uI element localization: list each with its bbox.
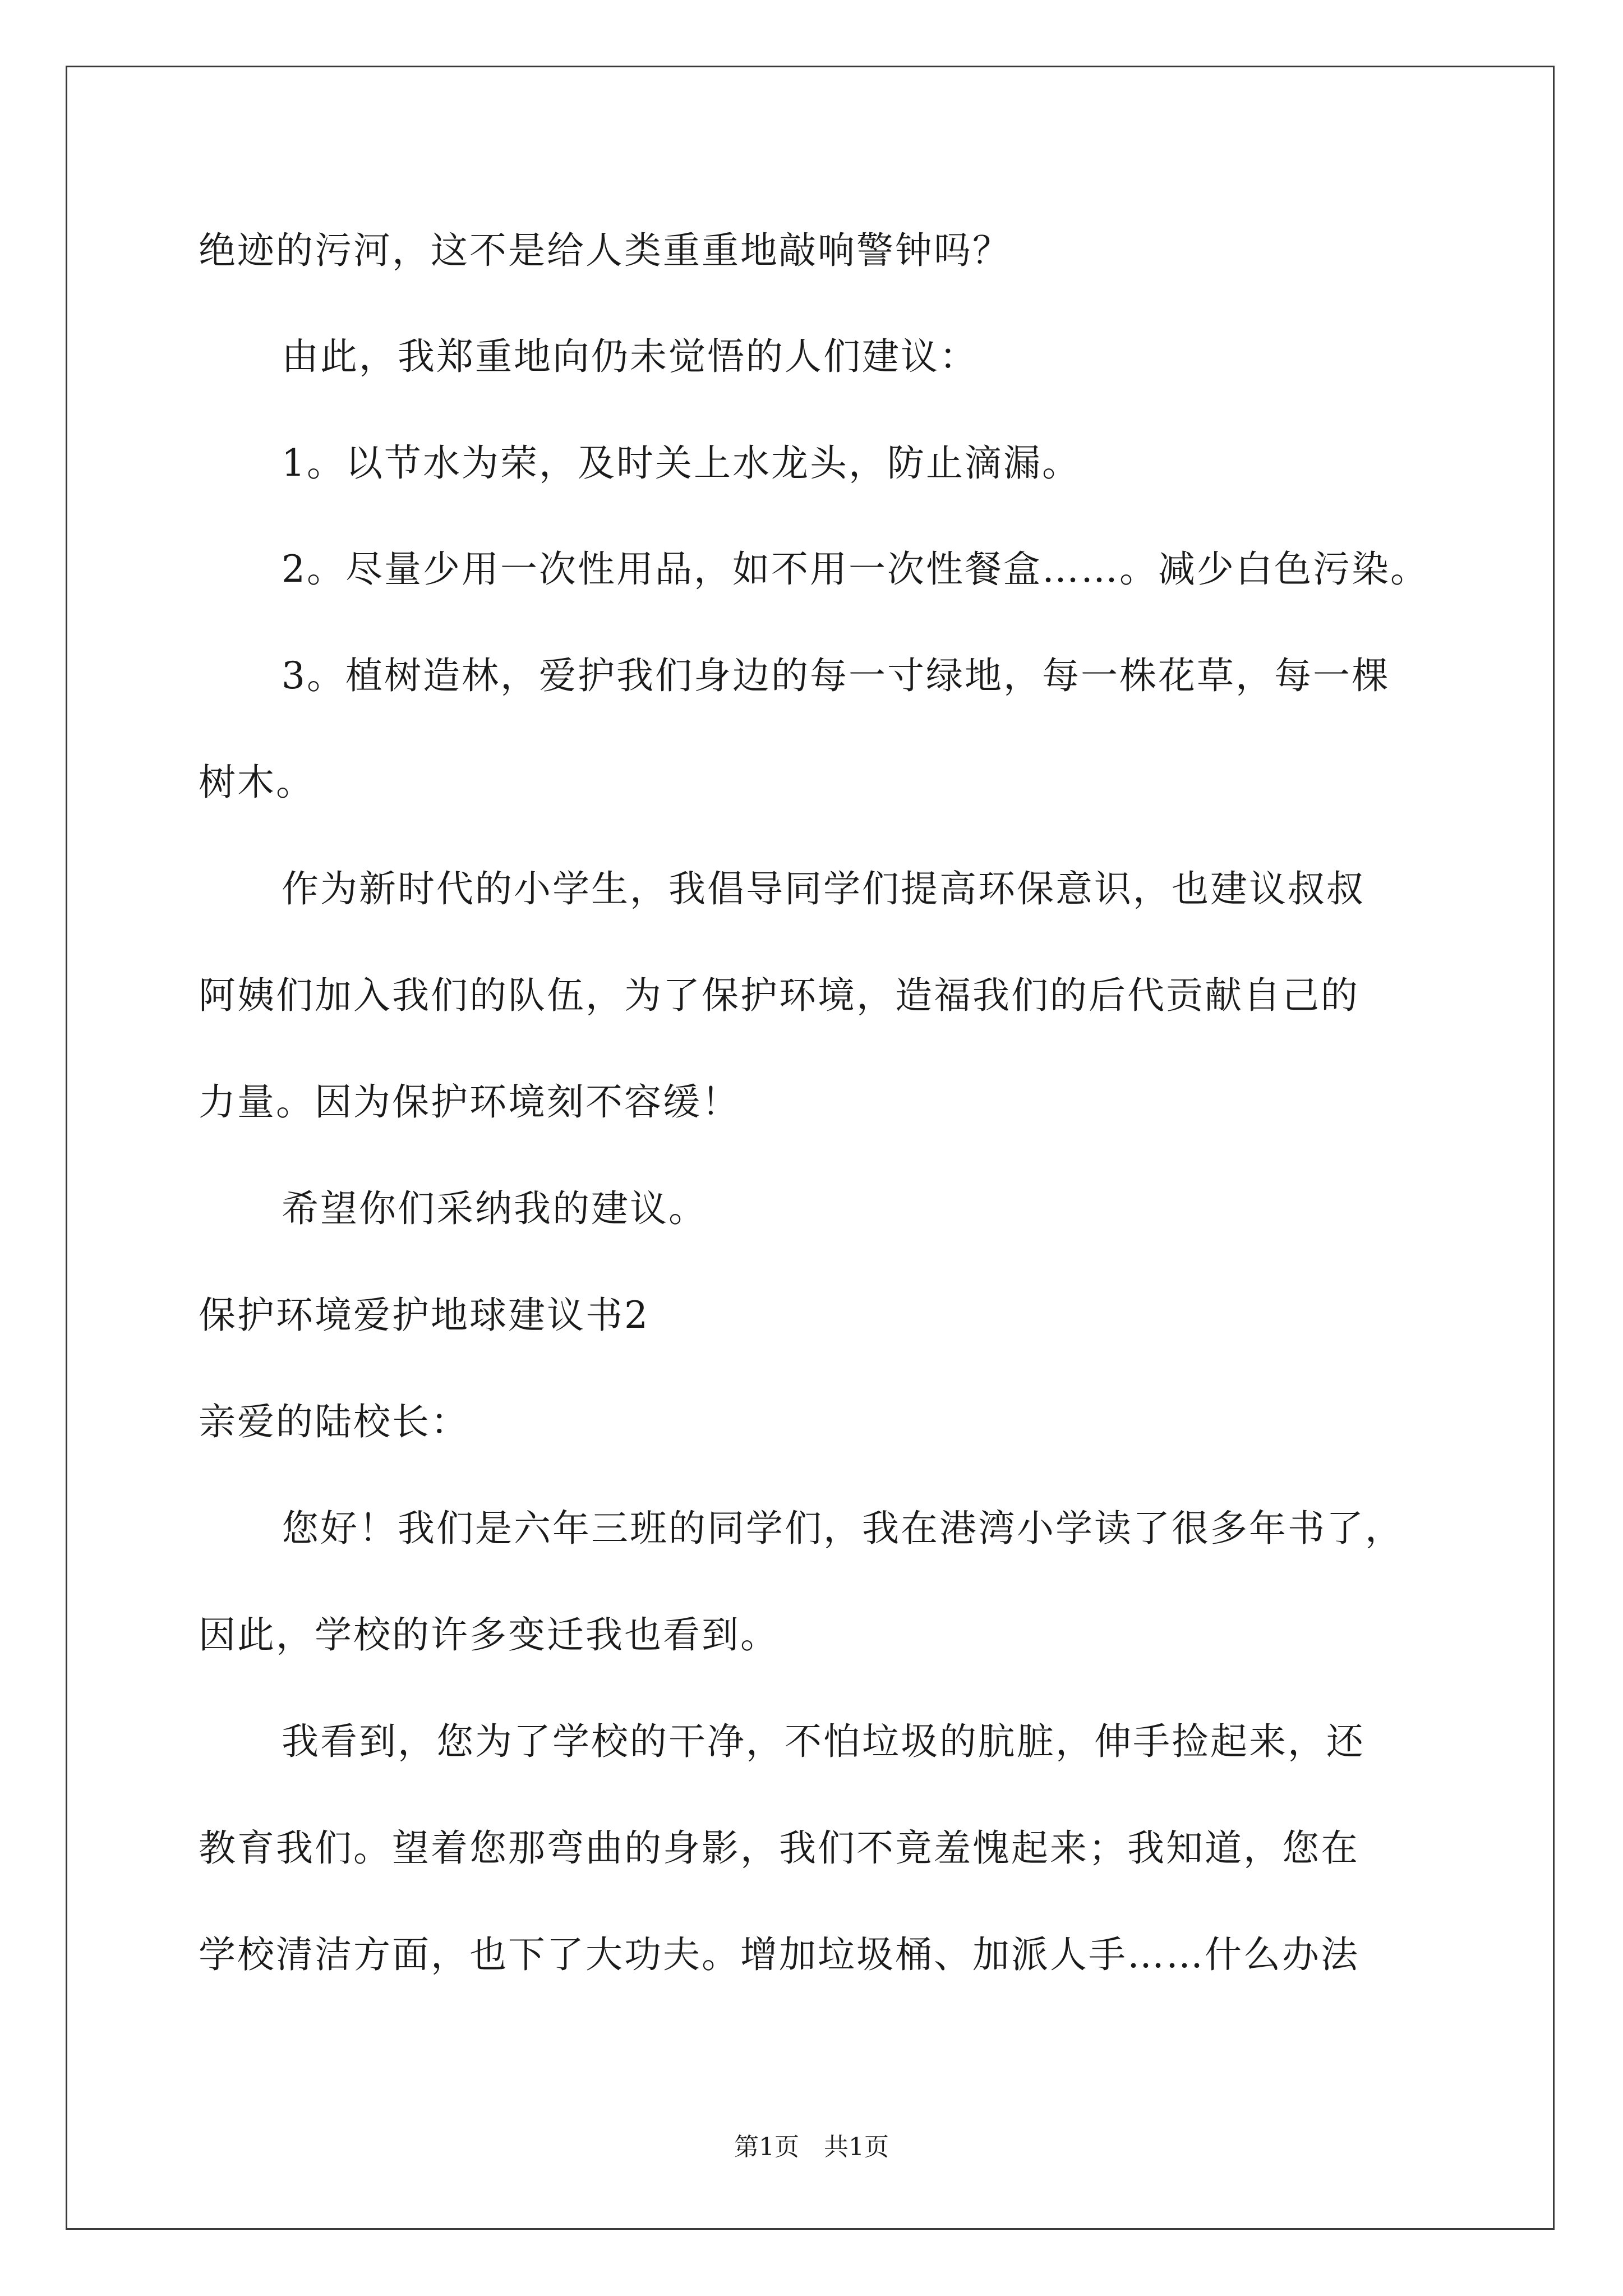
body-line: 2。尽量少用一次性用品，如不用一次性餐盒……。减少白色污染。 — [282, 547, 1429, 591]
body-line: 学校清洁方面，也下了大功夫。增加垃圾桶、加派人手……什么办法 — [199, 1933, 1359, 1976]
body-line: 因此，学校的许多变迁我也看到。 — [199, 1613, 779, 1657]
body-line: 力量。因为保护环境刻不容缓！ — [199, 1080, 740, 1124]
body-line: 1。以节水为荣，及时关上水龙头，防止滴漏。 — [282, 441, 1081, 485]
body-line: 阿姨们加入我们的队伍，为了保护环境，造福我们的后代贡献自己的 — [199, 974, 1359, 1017]
body-line: 树木。 — [199, 761, 315, 804]
body-line: 您好！我们是六年三班的同学们，我在港湾小学读了很多年书了， — [282, 1507, 1404, 1550]
salutation: 亲爱的陆校长： — [199, 1400, 469, 1443]
body-line: 绝迹的污河，这不是给人类重重地敲响警钟吗？ — [199, 229, 1011, 272]
body-line: 希望你们采纳我的建议。 — [282, 1187, 707, 1230]
body-line: 3。植树造林，爱护我们身边的每一寸绿地，每一株花草，每一棵 — [282, 654, 1390, 697]
section-title: 保护环境爱护地球建议书2 — [199, 1294, 649, 1337]
body-line: 我看到，您为了学校的干净，不怕垃圾的肮脏，伸手捡起来，还 — [282, 1720, 1365, 1763]
page-footer: 第1页 共1页 — [734, 2133, 889, 2161]
page-border — [66, 66, 1555, 2230]
body-line: 作为新时代的小学生，我倡导同学们提高环保意识，也建议叔叔 — [282, 867, 1365, 910]
body-line: 由此，我郑重地向仍未觉悟的人们建议： — [282, 335, 978, 378]
body-line: 教育我们。望着您那弯曲的身影，我们不竟羞愧起来；我知道，您在 — [199, 1826, 1359, 1870]
